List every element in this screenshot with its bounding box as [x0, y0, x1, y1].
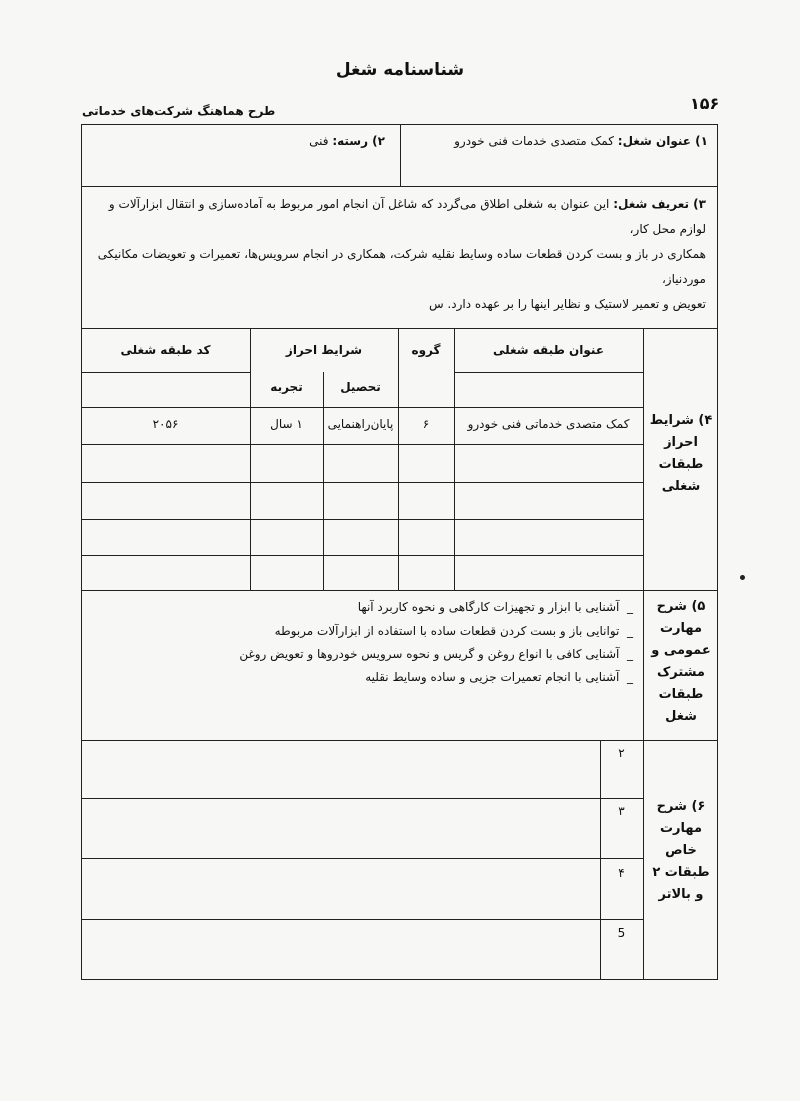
definition-line: همکاری در باز و بست کردن قطعات ساده وسایط نقلیه شرکت، همکاری در انجام سرویس‌ها، تعمیرات و تعویضات مکانیکی موردنیاز، — [97, 247, 706, 286]
section6-label: ۶) شرح مهارت خاص طبقات ۲ و بالاتر — [652, 799, 710, 902]
row-divider — [81, 590, 718, 591]
column-divider — [400, 124, 401, 186]
header-class-code: کد طبقه شغلی — [120, 343, 211, 357]
page-title: شناسنامه شغل — [335, 60, 465, 80]
header-education: تحصیل — [340, 380, 381, 394]
section-label-divider — [643, 328, 644, 740]
header-experience: تجربه — [270, 380, 303, 394]
level-column-line — [600, 740, 601, 980]
job-title-field — [454, 134, 708, 148]
table-line — [81, 482, 643, 483]
table-line — [81, 407, 643, 408]
level-number: ۴ — [618, 866, 625, 880]
cell-experience: ۱ سال — [270, 417, 303, 431]
table-line — [81, 372, 250, 373]
job-definition — [86, 192, 706, 317]
definition-line: ۳) تعریف شغل: این عنوان به شغلی اطلاق می‌گردد که شاغل آن انجام امور مربوط به آماده‌سازی و انتقال ابزارآلات و لوازم محل کار، — [108, 197, 706, 236]
table-column-line — [454, 328, 455, 590]
cell-class-code: ۲۰۵۶ — [152, 417, 179, 431]
level-row-line — [81, 858, 643, 859]
table-column-line — [250, 328, 251, 590]
header-class-title: عنوان طبقه شغلی — [492, 343, 605, 357]
job-title-label: ۱) عنوان شغل: — [617, 134, 708, 148]
header-qualifications: شرایط احراز — [285, 343, 363, 357]
document-subtitle: طرح هماهنگ شرکت‌های خدماتی — [82, 104, 276, 118]
job-title-value: کمک متصدی خدمات فنی خودرو — [454, 134, 614, 148]
definition-label: ۳) تعریف شغل: — [613, 197, 706, 211]
header-group: گروه — [411, 343, 441, 357]
row-divider — [81, 328, 718, 329]
skill-item: _ توانایی باز و بست کردن قطعات ساده با استفاده از ابزارآلات مربوطه — [274, 624, 633, 638]
cell-education: پایان‌راهنمایی — [327, 417, 394, 431]
level-row-line — [81, 798, 643, 799]
table-column-line — [398, 328, 399, 590]
section5-label: ۵) شرح مهارت عمومی و مشترک طبقات شغل — [651, 599, 711, 724]
section4-label: ۴) شرایط احراز طبقات شغلی — [649, 413, 713, 494]
cell-group: ۶ — [422, 417, 430, 431]
margin-dot — [740, 575, 745, 580]
level-number: 5 — [617, 926, 626, 940]
row-divider — [81, 186, 718, 187]
skill-item: _ آشنایی کافی با انواع روغن و گریس و نحوه سرویس خودروها و تعویض روغن — [239, 647, 633, 661]
cell-class-title: کمک متصدی خدماتی فنی خودرو — [467, 417, 630, 431]
table-line — [81, 519, 643, 520]
section-label-divider — [643, 740, 644, 980]
level-number: ۲ — [618, 746, 625, 760]
category-label: ۲) رسته: — [332, 134, 385, 148]
table-column-line — [323, 372, 324, 590]
table-line — [81, 555, 643, 556]
skill-item: _ آشنایی با ابزار و تجهیزات کارگاهی و نحوه کاربرد آنها — [357, 600, 633, 614]
definition-line: تعویض و تعمیر لاستیک و نظایر اینها را بر عهده دارد. س — [428, 297, 706, 311]
table-line — [81, 444, 643, 445]
level-row-line — [81, 919, 643, 920]
page-number: ۱۵۶ — [690, 94, 720, 113]
category-field — [309, 134, 385, 148]
category-value: فنی — [309, 134, 329, 148]
row-divider — [81, 740, 718, 741]
skill-item: _ آشنایی با انجام تعمیرات جزیی و ساده وسایط نقلیه — [365, 670, 633, 684]
table-line — [454, 372, 643, 373]
level-number: ۳ — [618, 804, 625, 818]
